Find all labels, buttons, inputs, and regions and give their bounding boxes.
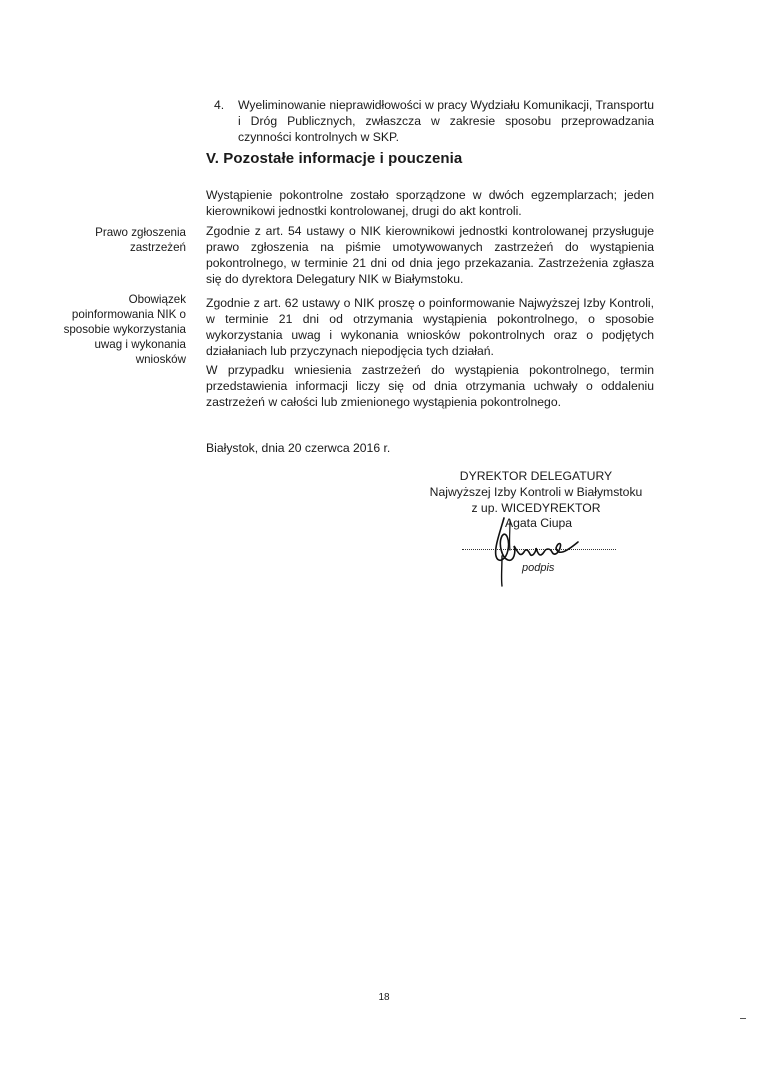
page-number: 18 — [378, 992, 390, 1003]
signatory-name: Agata Ciupa — [505, 516, 573, 530]
signature-authorization: z up. WICEDYREKTOR — [471, 501, 601, 515]
handwritten-signature — [474, 512, 584, 590]
signature-title: DYREKTOR DELEGATURY — [459, 469, 613, 483]
signature-block — [420, 468, 652, 516]
edge-mark — [740, 1018, 746, 1019]
paragraph-copies: Wystąpienie pokontrolne zostało sporządzone w dwóch egzemplarzach; jeden kierownikowi jednostki kontrolowanej, drugi do akt kontroli. — [206, 188, 654, 218]
margin-note-obligation: Obowiązek poinformowania NIK o sposobie wykorzystania uwag i wykonania wniosków — [63, 293, 186, 366]
recommendation-item-4 — [206, 97, 654, 145]
date-line: Białystok, dnia 20 czerwca 2016 r. — [206, 441, 391, 455]
paragraph-notification: Zgodnie z art. 62 ustawy o NIK proszę o poinformowanie Najwyższej Izby Kontroli, w terminie 21 dni od otrzymania wystąpienia pokontrolnego, o sposobie wykorzystania uwag i wykonania wniosków pokontrolnych oraz o podjętych działaniach lub przyczynach niepodjęcia tych działań. — [206, 296, 654, 358]
paragraph-deadline: W przypadku wniesienia zastrzeżeń do wystąpienia pokontrolnego, termin przedstawienia informacji liczy się od dnia otrzymania uchwały o oddaleniu zastrzeżeń w całości lub zmienionego wystąpienia pokontrolnego. — [206, 363, 654, 409]
section-heading: V. Pozostałe informacje i pouczenia — [206, 150, 463, 167]
paragraph-objections: Zgodnie z art. 54 ustawy o NIK kierownikowi jednostki kontrolowanej przysługuje prawo zgłoszenia na piśmie umotywowanych zastrzeżeń do wystąpienia pokontrolnego, w terminie 21 dni od dnia jego przekazania. Zastrzeżenia zgłasza się do dyrektora Delegatury NIK w Białymstoku. — [206, 224, 654, 286]
item-text: Wyeliminowanie nieprawidłowości w pracy Wydziału Komunikacji, Transportu i Dróg Publicznych, zwłaszcza w zakresie sposobu przeprowadzania czynności kontrolnych w SKP. — [238, 98, 654, 144]
item-number: 4. — [214, 98, 225, 112]
margin-note-objections: Prawo zgłoszenia zastrzeżeń — [95, 226, 186, 254]
signature-label: podpis — [522, 562, 555, 574]
signature-institution: Najwyższej Izby Kontroli w Białymstoku — [429, 485, 643, 499]
